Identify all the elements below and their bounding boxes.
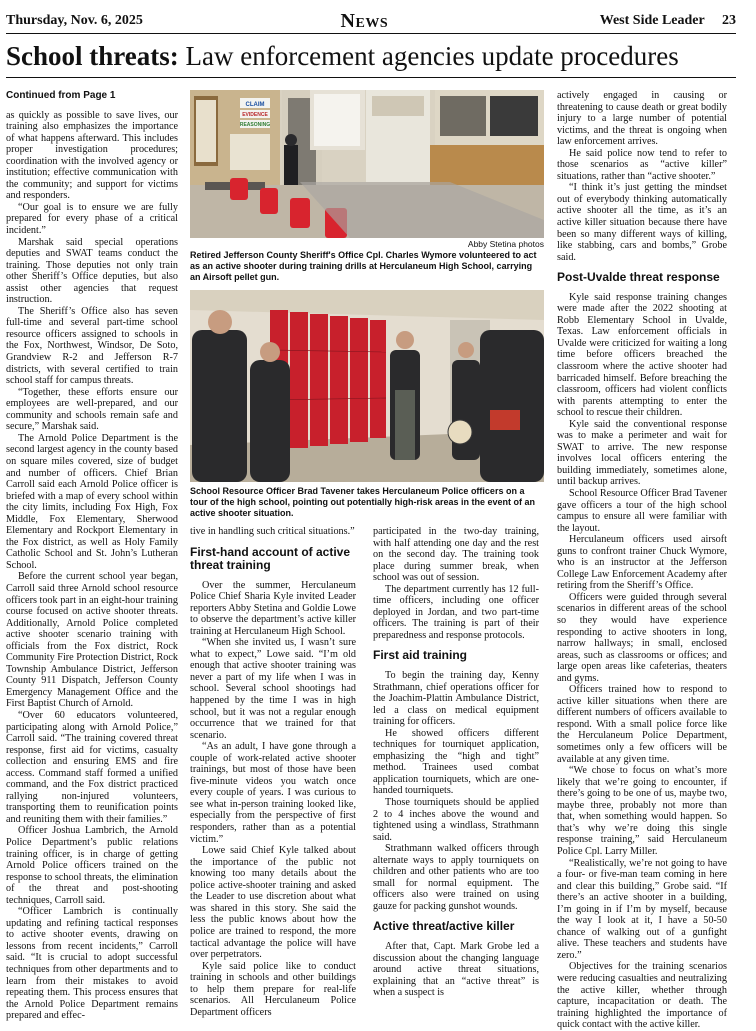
paragraph: “Our goal is to ensure we are fully prepared for every phase of a critical incident.” bbox=[6, 201, 178, 237]
paragraph: He said police now tend to refer to those scenarios as “active killer” situations, rather than “active shooter.” bbox=[557, 147, 727, 182]
paragraph: After that, Capt. Mark Grobe led a discussion about the changing language around active threat situations, explaining that an “active threat” is when a suspect is bbox=[373, 940, 539, 999]
paragraph: Those tourniquets should be applied 2 to 4 inches above the wound and tightened using a windlass, Strathmann said. bbox=[373, 796, 539, 843]
headline-rule bbox=[6, 77, 736, 78]
paragraph: To begin the training day, Kenny Strathmann, chief operations officer for the Joachim-Plattin Ambulance District, led a class on medical equipment training for officers. bbox=[373, 669, 539, 728]
classroom-sign: REASONING bbox=[239, 122, 271, 128]
paragraph: Officer Joshua Lambrich, the Arnold Police Department’s public relations training officer, is in charge of getting Arnold Police officers trained on the response to school threats, the elimination of the threat and post-shooting techniques, Carroll said. bbox=[6, 825, 178, 906]
paragraph: participated in the two-day training, with half attending one day and the rest on the second day. The training took place during summer break, when school was out of session. bbox=[373, 526, 539, 584]
classroom-illustration bbox=[190, 90, 544, 238]
headline-text: Law enforcement agencies update procedures bbox=[185, 41, 679, 71]
section-heading: Post-Uvalde threat response bbox=[557, 270, 720, 285]
section-heading: Active threat/active killer bbox=[373, 919, 515, 934]
publication-name: West Side Leader bbox=[599, 13, 705, 28]
paragraph: “Over 60 educators volunteered, participating along with Arnold Police,” Carroll said. “The training covered threat response, first aid for victims, casualty collection and ensuring EMS and fire access. Command staff formed a unified command, and the Fox district practiced rallying non-injured volunteers, transporting them to reunification points and reuniting them with their families.” bbox=[6, 709, 178, 825]
hallway-illustration bbox=[190, 290, 544, 482]
photo-classroom-training bbox=[190, 90, 544, 238]
paragraph: Strathmann walked officers through alternate ways to apply tourniquets on children and other patients who are too small for normal equipment. The officers also were trained on using gauze for packing gunshot wounds. bbox=[373, 843, 539, 912]
paragraph: Herculaneum officers used airsoft guns to confront trainer Chuck Wymore, who is an instructor at the Jefferson College Law Enforcement Academy after retiring from the Sheriff’s Office. bbox=[557, 534, 727, 592]
masthead-rule bbox=[6, 33, 736, 34]
section-name: News bbox=[340, 9, 389, 32]
issue-date: Thursday, Nov. 6, 2025 bbox=[6, 13, 143, 28]
classroom-sign: CLAIM bbox=[245, 102, 265, 108]
paragraph: tive in handling such critical situations.” bbox=[190, 526, 355, 537]
section-heading: First aid training bbox=[373, 648, 468, 663]
paragraph: “Officer Lambrich is continually updating and refining tactical responses to active shooter events, drawing on lessons from recent incidents,” Carroll said. “It is crucial to adopt successful techniques from other departments and to learn from their mistakes to avoid repeating them. This process ensures that the Arnold Police Department remains prepared and effec- bbox=[6, 906, 178, 1022]
photo-hallway-tour bbox=[190, 290, 544, 482]
paragraph: Officers trained how to respond to active killer situations when there are different numbers of officers available to respond. With a small police force like the Herculaneum Police Department, sometimes only a few officers will be available at any given time. bbox=[557, 684, 727, 765]
paragraph: Objectives for the training scenarios were reducing casualties and neutralizing the active killer, whether through capture, incapacitation or death. The training highlighted the importance of quick contact with the active killer. bbox=[557, 961, 727, 1031]
paragraph: Officers were guided through several scenarios in different areas of the school so they would have experience responding to active shooters in long, narrow hallways; in small, enclosed areas, such as classrooms or offices; and large open areas like cafeterias, theaters and gyms. bbox=[557, 591, 727, 684]
paragraph: actively engaged in causing or threatening to cause death or great bodily injury to a large number of potential victims, and the threat is ongoing when law enforcement arrives. bbox=[557, 90, 727, 148]
paragraph: “I think it’s just getting the mindset out of everybody thinking automatically active shooter all the time, as it’s an active killer situation because there have been so many different ways of killing, like stabbing, cars and bombs,” Grobe said. bbox=[557, 182, 727, 263]
paragraph: Marshak said special operations deputies and SWAT teams conduct the training. Those deputies not only train other Sheriff’s Office deputies, but also assist other agencies that request instruction. bbox=[6, 236, 178, 306]
article-column-4 bbox=[557, 90, 727, 1031]
paragraph: “When she invited us, I wasn’t sure what to expect,” Lowe said. “I’m old enough that active shooter training was never a part of my life when I was in school. Several school shootings had happened by the time I was in high school, but it was not a regular enough occurrence that we trained for that scenario. bbox=[190, 637, 356, 741]
paragraph: “As an adult, I have gone through a couple of work-related active shooter trainings, but most of those have been five-minute videos you watch once every couple of years. I was curious to see what in-person training looked like, especially from the perspective of first responders, rather than as a potential victim.” bbox=[190, 741, 356, 845]
masthead bbox=[6, 9, 736, 32]
paragraph: Kyle said police like to conduct training in schools and other buildings to help them prepare for real-life scenarios. All Herculaneum Police Department officers bbox=[190, 960, 356, 1018]
paragraph: Kyle said the conventional response was to make a perimeter and wait for SWAT to arrive. The new response involves local officers entering the building immediately, sometimes alone, until backup arrives. bbox=[557, 418, 727, 488]
page-number: 23 bbox=[721, 13, 736, 28]
photo-caption: Retired Jefferson County Sheriff's Office Cpl. Charles Wymore volunteered to act as an active shooter during training drills at Herculaneum High School, carrying an Airsoft pellet gun. bbox=[190, 250, 537, 282]
paragraph: The Arnold Police Department is the second largest agency in the county based on square miles covered, size of budget and number of officers. Chief Brian Carroll said each Arnold Police officer is briefed with a map of every school within the city limits, including Fox High, Fox Middle, Fox Elementary, Sherwood Elementary and Rockport Elementary in the Fox district, as well as Holy Family Catholic School and St. John’s Lutheran School. bbox=[6, 432, 178, 571]
paragraph: “Realistically, we’re not going to have a four- or five-man team coming in here and clear this building,” Grobe said. “If there’s an active shooter in a building, I’m going in if I’m by myself, because the way I look at it, I have a 50-50 chance of walking out of a gunfight alive. These teachers and students have zero.” bbox=[557, 857, 727, 961]
headline bbox=[6, 38, 736, 74]
photo-caption: School Resource Officer Brad Tavener takes Herculaneum Police officers on a tour of the high school, pointing out potentially high-risk areas in the event of an active shooter situation. bbox=[190, 486, 536, 518]
paragraph: Over the summer, Herculaneum Police Chief Sharia Kyle invited Leader reporters Abby Stetina and Goldie Lowe to observe the department’s active killer training at Herculaneum High School. bbox=[190, 579, 356, 637]
paragraph: “We chose to focus on what’s more likely that we’re going to encounter, if there’s going to be one of us, maybe two, maybe three, probably not more than that, when something would happen. So that’s why we’re doing this single response training,” said Herculaneum Police Cpl. Larry Miller. bbox=[557, 765, 727, 857]
continued-from: Continued from Page 1 bbox=[6, 90, 116, 101]
article-column-3 bbox=[373, 526, 539, 999]
paragraph: as quickly as possible to save lives, our training also emphasizes the importance of what happens afterward. This includes proper investigation procedures; coordination with the involved agency or institution; effective communication with the community; and support for victims and responders. bbox=[6, 109, 178, 202]
paragraph: “Together, these efforts ensure our employees are well-prepared, and our community and schools remain safe and secure,” Marshak said. bbox=[6, 386, 178, 433]
paragraph: He showed officers different techniques for tourniquet application, emphasizing the “high and tight” method. Trainees used combat application tourniquets, which are one-handed tourniquets. bbox=[373, 727, 539, 797]
paragraph: The Sheriff’s Office also has seven full-time and several part-time school resource officers assigned to schools in the Fox, Northwest, Windsor, De Soto, Grandview R-2 and Jefferson R-7 districts, with several certified to train school staff for campus threats. bbox=[6, 305, 178, 387]
paragraph: The department currently has 12 full-time officers, including one officer deployed in Jordan, and two part-time officers. The training is part of their preparedness and response protocols. bbox=[373, 583, 539, 641]
paragraph: Kyle said response training changes were made after the 2022 shooting at Robb Elementary School in Uvalde, Texas. Law enforcement officials in Uvalde were criticized for waiting a long time before officers breached the classroom where the active shooter had barricaded himself. Before breaching the classroom, officers had violent conflicts with parents attempting to enter the school to rescue their children. bbox=[557, 291, 727, 419]
paragraph: School Resource Officer Brad Tavener gave officers a tour of the high school campus to ensure all were familiar with the layout. bbox=[557, 488, 727, 534]
paragraph: Before the current school year began, Carroll said three Arnold school resource officers took part in an eight-hour training course focused on active shooter threats. Additionally, Arnold Police completed active shooter scenario training with officials from the Fox district, Rock Community Fire Protection District, Rock Township Ambulance District, Jefferson County 911 Dispatch, Jefferson County Emergency Management Office and the First Baptist Church of Arnold. bbox=[6, 571, 178, 710]
masthead-right bbox=[586, 13, 736, 29]
article-column-2 bbox=[190, 526, 356, 1018]
headline-kicker: School threats: bbox=[6, 41, 179, 71]
photo-credit: Abby Stetina photos bbox=[467, 239, 544, 249]
article-column-1 bbox=[6, 88, 178, 1022]
section-heading: First-hand account of active threat training bbox=[190, 544, 351, 573]
classroom-sign: EVIDENCE bbox=[242, 112, 268, 118]
paragraph: Lowe said Chief Kyle talked about the importance of the public not knowing too many details about the police active-shooter training and asked the Leader to use discretion about what was shared in this story. She said the less the public knows about how the police are trained to respond, the more tactical advantage the police will have over perpetrators. bbox=[190, 845, 356, 961]
